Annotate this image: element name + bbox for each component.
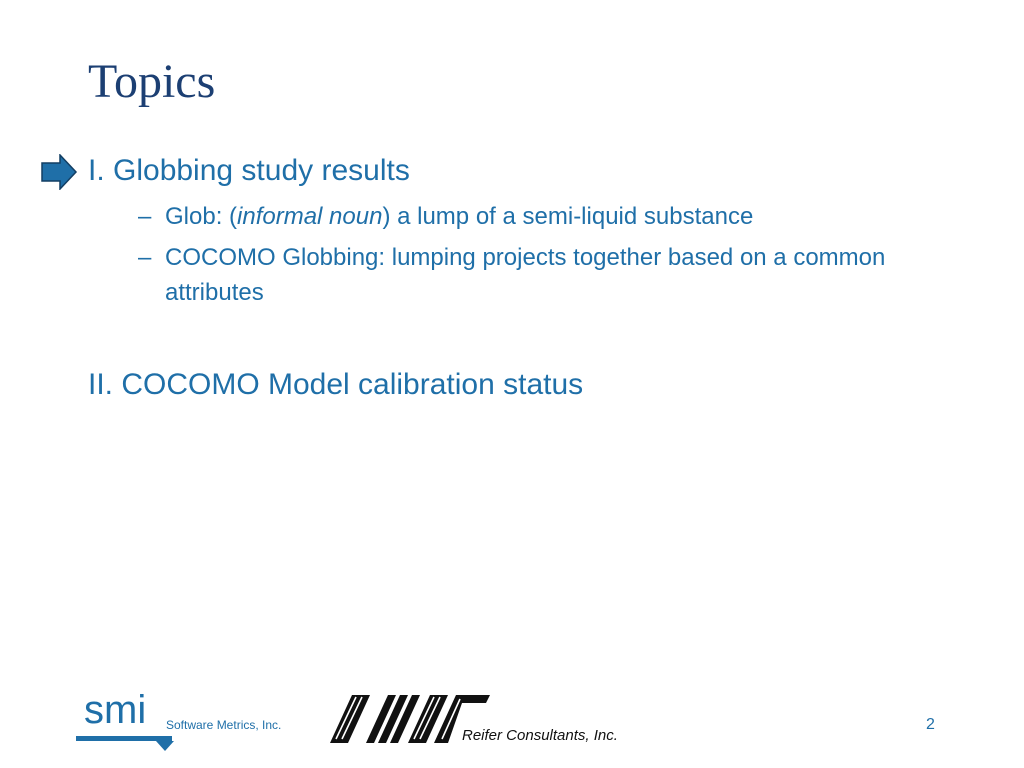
glob-prefix: Glob: ( bbox=[165, 203, 238, 230]
smi-logo-text: smi bbox=[84, 688, 147, 732]
glob-suffix: ) a lump of a semi-liquid substance bbox=[382, 203, 754, 230]
rci-company-name: Reifer Consultants, Inc. bbox=[462, 727, 618, 744]
bullet-dash: – bbox=[138, 244, 152, 271]
topic-1: I. Globbing study results bbox=[88, 154, 410, 187]
cocomo-globbing-text: COCOMO Globbing: lumping projects together based on a common attributes bbox=[165, 244, 886, 306]
bullet-dash: – bbox=[138, 203, 152, 230]
arrow-right-icon bbox=[40, 154, 78, 190]
smi-company-name: Software Metrics, Inc. bbox=[166, 718, 282, 732]
subtopic-cocomo-globbing bbox=[138, 240, 955, 310]
subtopic-glob-definition bbox=[138, 199, 955, 234]
topic-2: II. COCOMO Model calibration status bbox=[88, 368, 584, 401]
glob-italic: informal noun bbox=[237, 203, 383, 230]
slide-title: Topics bbox=[88, 55, 216, 108]
smi-logo-triangle bbox=[156, 741, 174, 751]
page-number: 2 bbox=[926, 716, 935, 733]
smi-logo bbox=[76, 690, 316, 752]
